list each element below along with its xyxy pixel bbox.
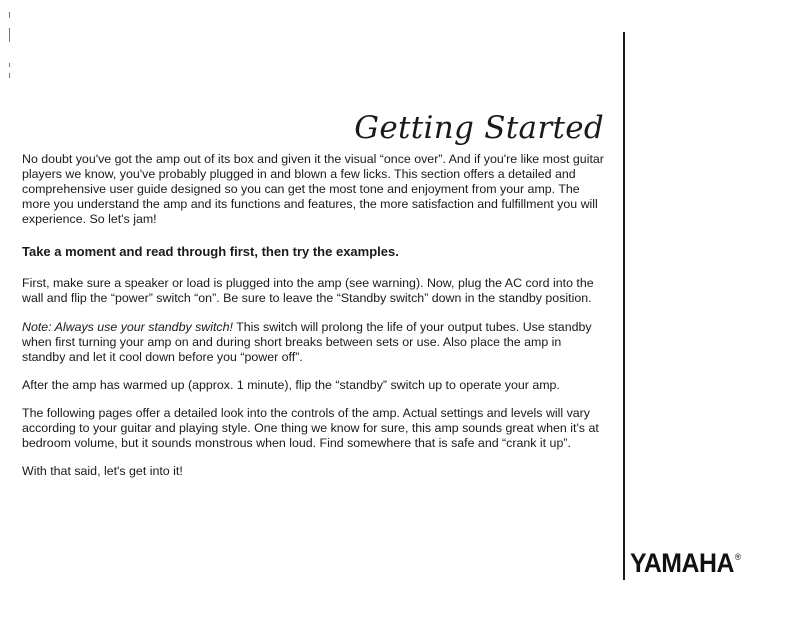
warmup-paragraph: After the amp has warmed up (approx. 1 minute), flip the “standby” switch up to operate your amp.	[22, 378, 560, 392]
yamaha-logo	[630, 548, 741, 579]
section-heading: Take a moment and read through first, then try the examples.	[22, 244, 399, 259]
logo-text: YAMAHA	[630, 548, 734, 578]
standby-note-paragraph	[22, 320, 607, 365]
registered-mark: ®	[734, 552, 741, 562]
scan-mark	[9, 73, 10, 78]
closing-paragraph: With that said, let's get into it!	[22, 464, 183, 478]
page-title: Getting Started	[354, 110, 604, 146]
scan-mark	[9, 63, 10, 67]
note-label: Note: Always use your standby switch!	[22, 320, 233, 334]
scan-mark	[9, 28, 10, 42]
intro-paragraph: No doubt you've got the amp out of its box and given it the visual “once over”. And if you're like most guitar players we know, you've probably plugged in and blown a few licks. This section offers a detailed and comprehensive user guide designed so you can get the most tone and enjoyment from your amp. The more you understand the amp and its functions and features, the more satisfaction and fulfillment you will experience. So let's jam!	[22, 152, 604, 226]
scan-mark	[9, 12, 10, 18]
setup-paragraph: First, make sure a speaker or load is plugged into the amp (see warning). Now, plug the AC cord into the wall and flip the “power” switch “on”. Be sure to leave the “Standby switch” down in the standby position.	[22, 276, 594, 305]
note-text: This switch will prolong the life of your output tubes. Use standby when first turning your amp on and during short breaks between sets or use. Also place the amp in standby and let it cool down before you “power off”.	[22, 320, 592, 364]
controls-paragraph: The following pages offer a detailed look into the controls of the amp. Actual settings and levels will vary according to your guitar and playing style. One thing we know for sure, this amp sounds great when it's at bedroom volume, but it sounds monstrous when loud. Find somewhere that is safe and “crank it up”.	[22, 406, 599, 450]
vertical-divider	[623, 32, 625, 580]
